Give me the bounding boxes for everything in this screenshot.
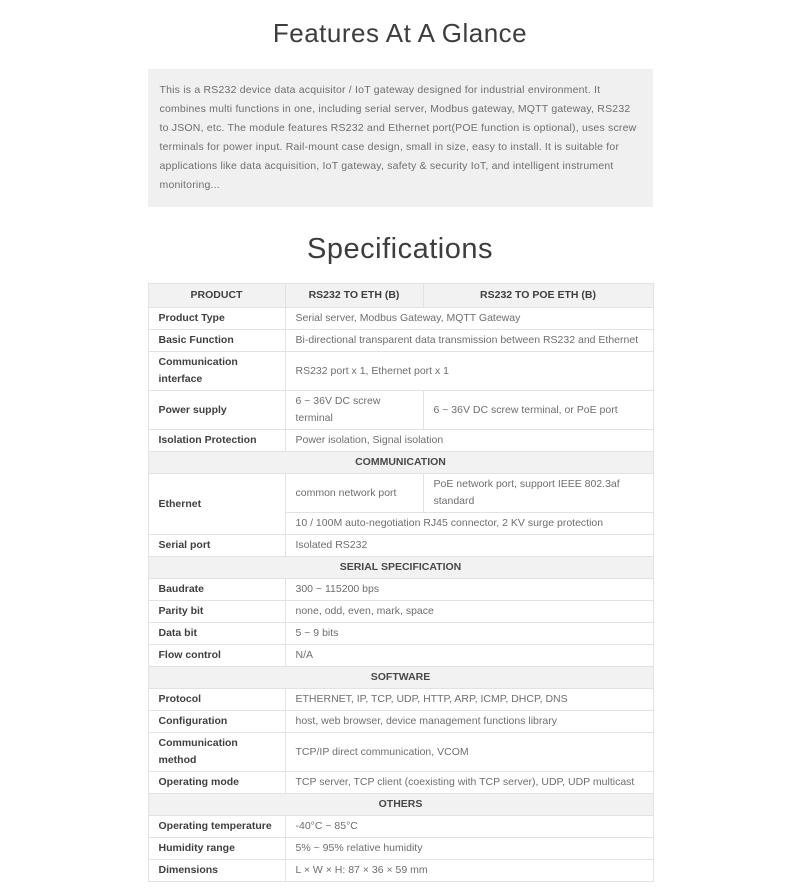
table-header-row	[148, 284, 653, 308]
row-label: Communication interface	[148, 352, 285, 391]
row-value-model-b: 6 ~ 36V DC screw terminal, or PoE port	[423, 391, 653, 430]
row-label: Humidity range	[148, 838, 285, 860]
row-value: 300 ~ 115200 bps	[285, 579, 653, 601]
table-row	[148, 308, 653, 330]
section-header: COMMUNICATION	[148, 452, 653, 474]
row-label: Dimensions	[148, 860, 285, 882]
section-header-row	[148, 667, 653, 689]
table-row	[148, 816, 653, 838]
row-value: TCP server, TCP client (coexisting with TCP server), UDP, UDP multicast	[285, 772, 653, 794]
row-value: Serial server, Modbus Gateway, MQTT Gateway	[285, 308, 653, 330]
row-value: TCP/IP direct communication, VCOM	[285, 733, 653, 772]
row-value: L × W × H: 87 × 36 × 59 mm	[285, 860, 653, 882]
row-value: 5 ~ 9 bits	[285, 623, 653, 645]
col-header-model-a: RS232 TO ETH (B)	[285, 284, 423, 308]
row-value: host, web browser, device management functions library	[285, 711, 653, 733]
product-spec-page	[148, 0, 653, 882]
row-value: RS232 port x 1, Ethernet port x 1	[285, 352, 653, 391]
row-value: ETHERNET, IP, TCP, UDP, HTTP, ARP, ICMP, DHCP, DNS	[285, 689, 653, 711]
section-header: SERIAL SPECIFICATION	[148, 557, 653, 579]
table-row	[148, 860, 653, 882]
section-header-row	[148, 794, 653, 816]
features-title: Features At A Glance	[272, 18, 528, 48]
table-row	[148, 623, 653, 645]
row-label: Serial port	[148, 535, 285, 557]
row-label: Communication method	[148, 733, 285, 772]
table-row	[148, 352, 653, 391]
section-header: OTHERS	[148, 794, 653, 816]
row-label: Parity bit	[148, 601, 285, 623]
row-value-model-a: 6 ~ 36V DC screw terminal	[285, 391, 423, 430]
row-label: Configuration	[148, 711, 285, 733]
table-row	[148, 689, 653, 711]
row-label: Protocol	[148, 689, 285, 711]
row-value: Bi-directional transparent data transmission between RS232 and Ethernet	[285, 330, 653, 352]
section-header-row	[148, 452, 653, 474]
row-label: Product Type	[148, 308, 285, 330]
table-row	[148, 474, 653, 513]
table-row	[148, 330, 653, 352]
col-header-model-b: RS232 TO POE ETH (B)	[423, 284, 653, 308]
row-label: Basic Function	[148, 330, 285, 352]
row-label: Data bit	[148, 623, 285, 645]
table-row	[148, 772, 653, 794]
row-label: Baudrate	[148, 579, 285, 601]
row-label: Operating mode	[148, 772, 285, 794]
table-row	[148, 838, 653, 860]
row-value-model-b: PoE network port, support IEEE 802.3af standard	[423, 474, 653, 513]
row-value: Isolated RS232	[285, 535, 653, 557]
table-row	[148, 711, 653, 733]
table-row	[148, 535, 653, 557]
row-value-model-a: common network port	[285, 474, 423, 513]
section-header-row	[148, 557, 653, 579]
table-row	[148, 601, 653, 623]
section-header: SOFTWARE	[148, 667, 653, 689]
row-label: Isolation Protection	[148, 430, 285, 452]
table-row	[148, 391, 653, 430]
row-label: Power supply	[148, 391, 285, 430]
row-label: Ethernet	[148, 474, 285, 535]
row-value: -40°C ~ 85°C	[285, 816, 653, 838]
table-row	[148, 645, 653, 667]
row-value: none, odd, even, mark, space	[285, 601, 653, 623]
table-row	[148, 430, 653, 452]
specifications-title: Specifications	[307, 233, 493, 265]
feature-description: This is a RS232 device data acquisitor / IoT gateway designed for industrial environment. It combines multi functions in one, including serial server, Modbus gateway, MQTT gateway, RS232 to JSON, etc. The module features RS232 and Ethernet port(POE function is optional), uses screw terminals for power input. Rail-mount case design, small in size, easy to install. It is suitable for applications like data acquisition, IoT gateway, safety & security IoT, and intelligent instrument monitoring...	[148, 69, 653, 207]
specifications-table	[148, 283, 654, 882]
row-value: Power isolation, Signal isolation	[285, 430, 653, 452]
row-label: Flow control	[148, 645, 285, 667]
row-value: 10 / 100M auto-negotiation RJ45 connector, 2 KV surge protection	[285, 513, 653, 535]
table-row	[148, 579, 653, 601]
row-value: N/A	[285, 645, 653, 667]
row-value: 5% ~ 95% relative humidity	[285, 838, 653, 860]
table-row	[148, 733, 653, 772]
row-label: Operating temperature	[148, 816, 285, 838]
col-header-product: PRODUCT	[148, 284, 285, 308]
